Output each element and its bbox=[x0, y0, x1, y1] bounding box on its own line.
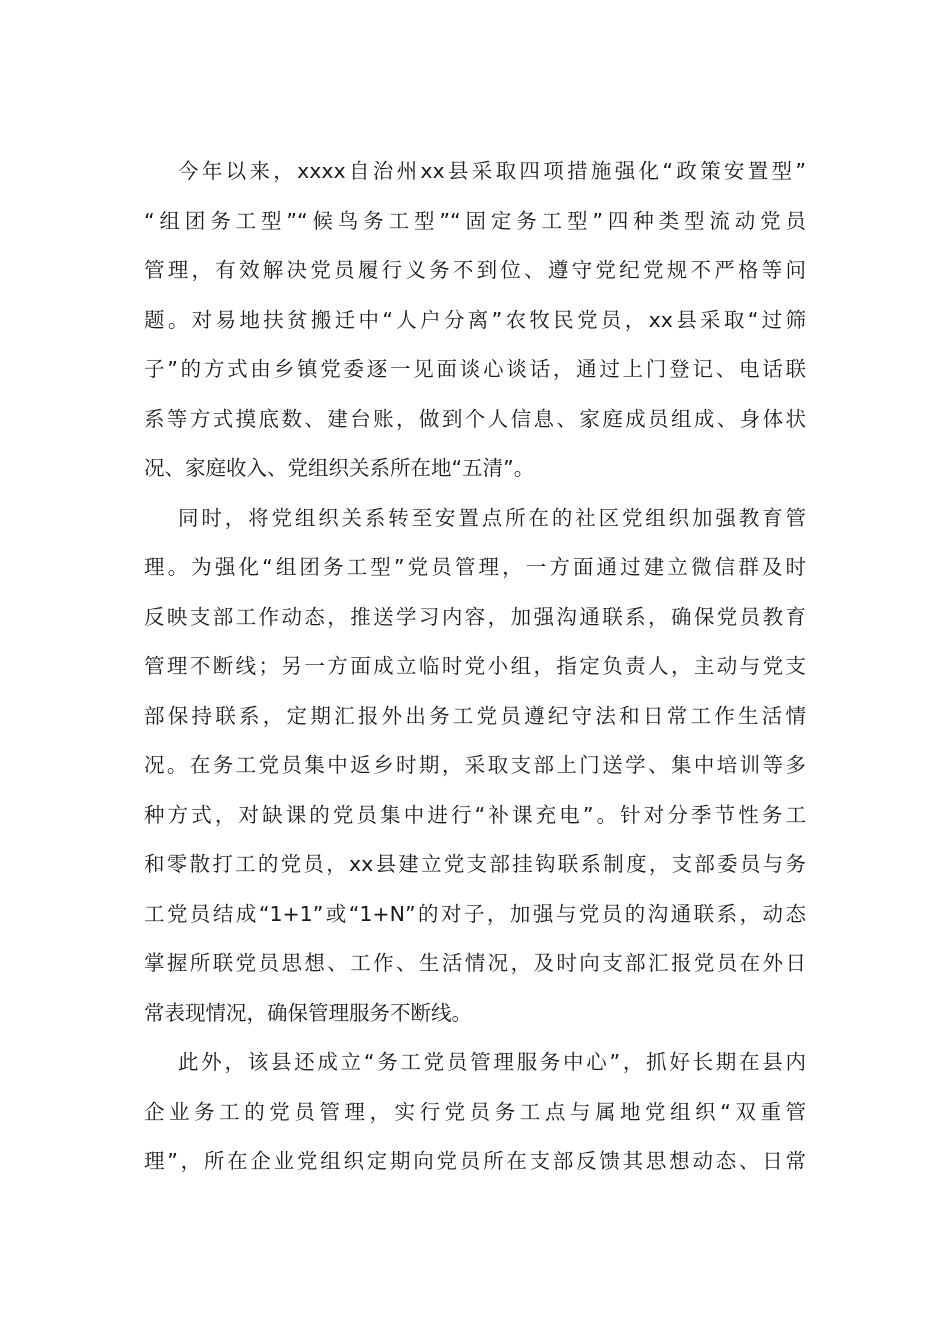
text-line: 系等方式摸底数、建台账，做到个人信息、家庭成员组成、身体状 bbox=[144, 406, 806, 431]
text-line: 和零散打工的党员，xx县建立党支部挂钩联系制度，支部委员与务 bbox=[144, 852, 806, 876]
text-line: 工党员结成“1+1”或“1+N”的对子，加强与党员的沟通联系，动态 bbox=[144, 901, 806, 926]
document-body bbox=[144, 147, 806, 1187]
paragraph-1 bbox=[144, 147, 806, 494]
paragraph-2 bbox=[144, 494, 806, 1039]
text-line: 况、家庭收入、党组织关系所在地“五清”。 bbox=[144, 456, 535, 480]
text-line: 此外，该县还成立“务工党员管理服务中心”，抓好长期在县内 bbox=[178, 1050, 806, 1074]
text-line: 掌握所联党员思想、工作、生活情况，及时向支部汇报党员在外日 bbox=[144, 951, 806, 975]
text-line: 管理不断线；另一方面成立临时党小组，指定负责人，主动与党支 bbox=[144, 654, 806, 678]
text-line: 部保持联系，定期汇报外出务工党员遵纪守法和日常工作生活情 bbox=[144, 703, 806, 728]
text-line: 管理，有效解决党员履行义务不到位、遵守党纪党规不严格等问 bbox=[144, 258, 806, 282]
paragraph-3 bbox=[144, 1038, 806, 1187]
text-line: “组团务工型”“候鸟务工型”“固定务工型”四种类型流动党员 bbox=[144, 208, 806, 233]
text-line: 子”的方式由乡镇党委逐一见面谈心谈话，通过上门登记、电话联 bbox=[144, 357, 806, 381]
text-line: 理”，所在企业党组织定期向党员所在支部反馈其思想动态、日常 bbox=[144, 1149, 806, 1173]
text-line: 企业务工的党员管理，实行党员务工点与属地党组织“双重管 bbox=[144, 1099, 806, 1124]
text-line: 题。对易地扶贫搬迁中“人户分离”农牧民党员，xx县采取“过筛 bbox=[144, 307, 806, 332]
text-line: 同时，将党组织关系转至安置点所在的社区党组织加强教育管 bbox=[178, 505, 806, 530]
text-line: 种方式，对缺课的党员集中进行“补课充电”。针对分季节性务工 bbox=[144, 802, 806, 827]
text-line: 常表现情况，确保管理服务不断线。 bbox=[144, 1000, 472, 1025]
text-line: 反映支部工作动态，推送学习内容，加强沟通联系，确保党员教育 bbox=[144, 604, 806, 629]
text-line: 理。为强化“组团务工型”党员管理，一方面通过建立微信群及时 bbox=[144, 555, 806, 579]
text-line: 况。在务工党员集中返乡时期，采取支部上门送学、集中培训等多 bbox=[144, 753, 806, 777]
text-line: 今年以来，xxxx自治州xx县采取四项措施强化“政策安置型” bbox=[178, 159, 806, 183]
